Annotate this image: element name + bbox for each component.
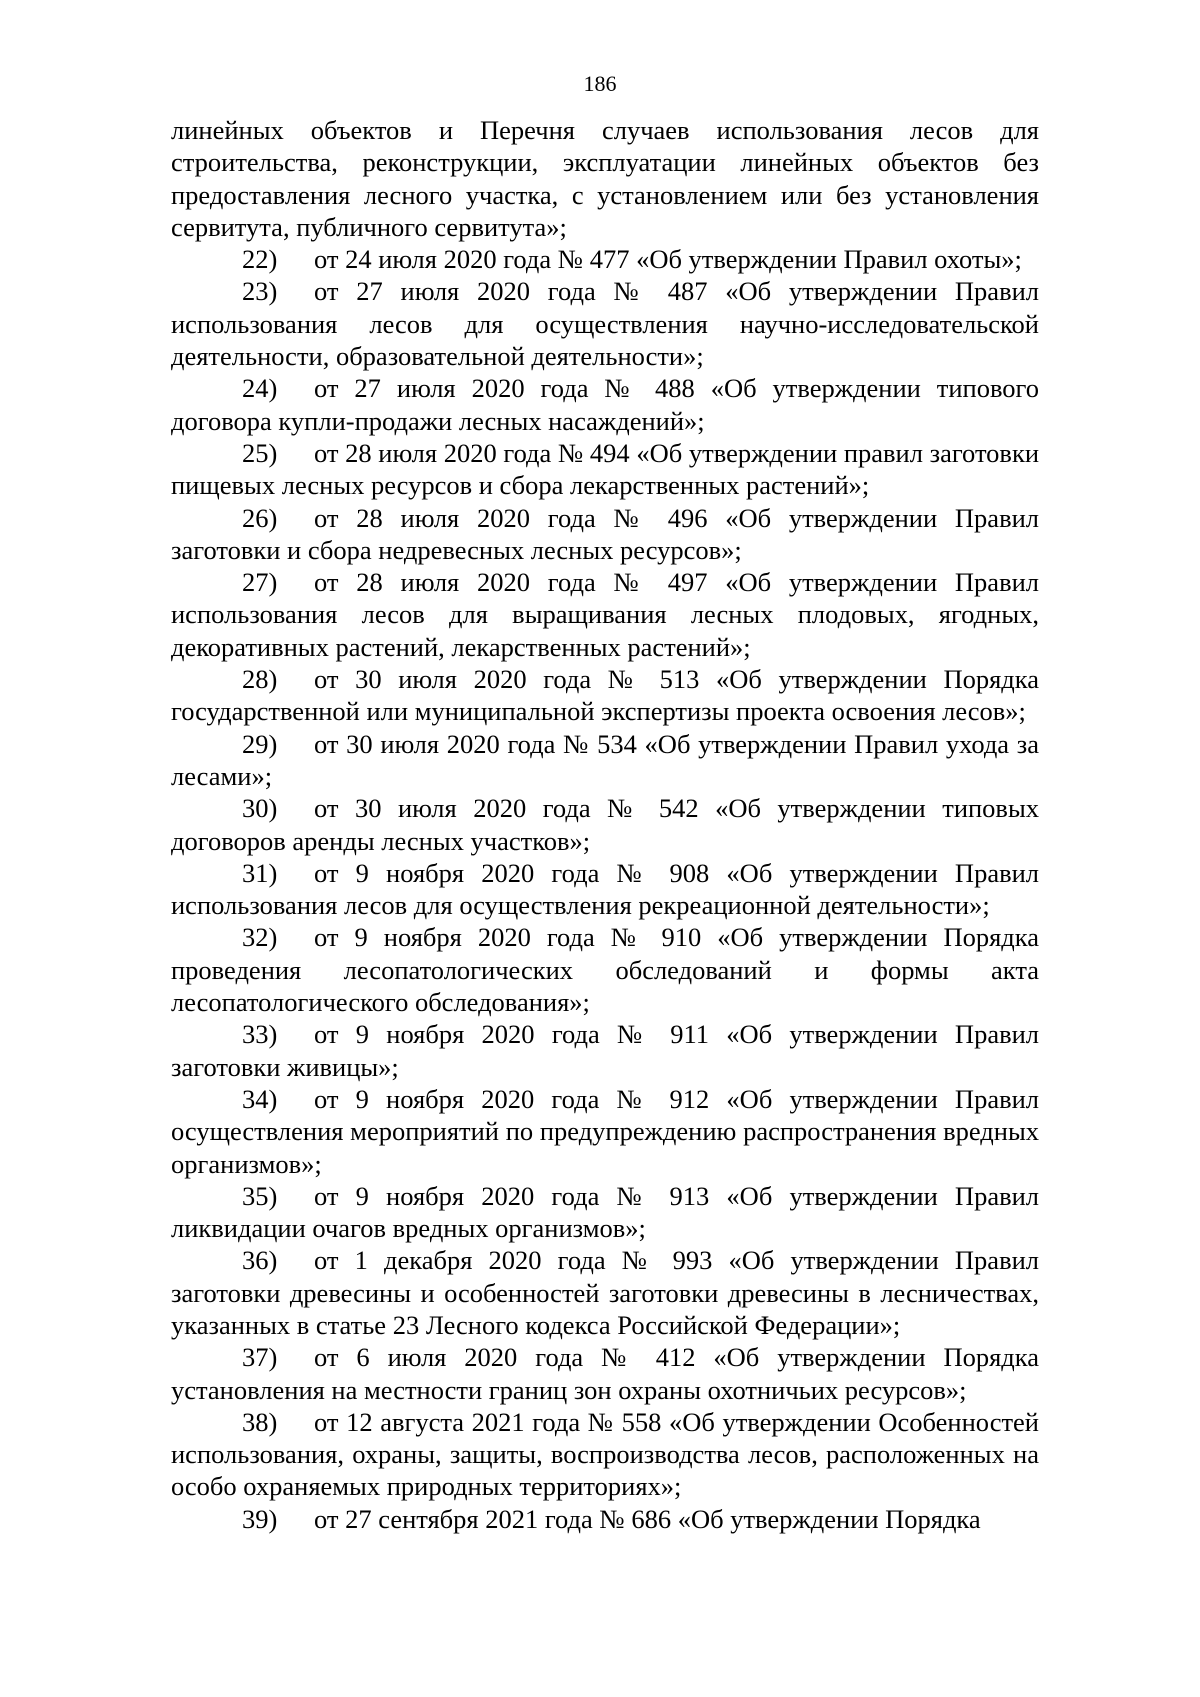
list-item-number: 35) [242, 1180, 278, 1211]
list-item-text: от 9 ноября 2020 года № 913 «Об утверждении Правил ликвидации очагов вредных организмов»; [171, 1180, 1039, 1244]
list-item-number: 25) [242, 437, 278, 468]
list-item-text: от 12 августа 2021 года № 558 «Об утверждении Особенностей использования, охраны, защиты, воспроизводства лесов, расположенных на особо охраняемых природных территориях»; [171, 1406, 1039, 1502]
list-item-text: от 24 июля 2020 года № 477 «Об утверждении Правил охоты»; [314, 244, 1022, 275]
list-item-text: от 28 июля 2020 года № 494 «Об утверждении правил заготовки пищевых лесных ресурсов и сбора лекарственных растений»; [171, 437, 1039, 501]
list-item [171, 663, 1039, 728]
list-item [171, 1083, 1039, 1180]
list-item-text: от 30 июля 2020 года № 513 «Об утверждении Порядка государственной или муниципальной экспертизы проекта освоения лесов»; [171, 664, 1039, 727]
list-item-number: 34) [242, 1083, 278, 1114]
list-item-number: 27) [242, 567, 278, 598]
list-item [171, 566, 1039, 663]
list-item-number: 30) [242, 793, 278, 824]
list-item [171, 502, 1039, 567]
list-item [171, 792, 1039, 857]
list-item [171, 1341, 1039, 1406]
list-item [171, 1503, 1039, 1535]
list-item [171, 1180, 1039, 1245]
list-item [171, 921, 1039, 1018]
list-item-number: 32) [242, 922, 278, 953]
list-item-number: 26) [242, 502, 278, 533]
list-item-number: 33) [242, 1019, 278, 1050]
list-item-number: 22) [242, 244, 278, 275]
list-item-text: от 28 июля 2020 года № 497 «Об утверждении Правил использования лесов для выращивания лесных плодовых, ягодных, декоративных растений, лекарственных растений»; [171, 567, 1039, 662]
list-item [171, 275, 1039, 372]
list-item [171, 728, 1039, 793]
list-item-text: от 9 ноября 2020 года № 908 «Об утверждении Правил использования лесов для осуществления рекреационной деятельности»; [171, 857, 1039, 921]
list-item [171, 437, 1039, 502]
list-item-text: от 6 июля 2020 года № 412 «Об утверждении Порядка установления на местности границ зон охраны охотничьих ресурсов»; [171, 1342, 1039, 1405]
list-item-text: от 28 июля 2020 года № 496 «Об утверждении Правил заготовки и сбора недревесных лесных ресурсов»; [171, 502, 1039, 565]
list-item [171, 1018, 1039, 1083]
list-item-number: 28) [242, 664, 278, 695]
list-item-text: от 9 ноября 2020 года № 911 «Об утверждении Правил заготовки живицы»; [171, 1019, 1039, 1082]
list-item [171, 1406, 1039, 1503]
list-item-text: от 9 ноября 2020 года № 910 «Об утверждении Порядка проведения лесопатологических обследований и формы акта лесопатологического обследования»; [171, 922, 1039, 1018]
document-body [171, 114, 1039, 1535]
list-item-number: 31) [242, 857, 278, 888]
page-number: 186 [583, 71, 617, 96]
list-item-number: 36) [242, 1245, 278, 1276]
list-items [171, 243, 1039, 1535]
list-item-number: 23) [242, 276, 278, 307]
list-item [171, 243, 1039, 275]
list-item-text: от 30 июля 2020 года № 542 «Об утверждении типовых договоров аренды лесных участков»; [171, 793, 1039, 856]
list-item-text: от 30 июля 2020 года № 534 «Об утверждении Правил ухода за лесами»; [171, 728, 1039, 791]
list-item-text: от 27 июля 2020 года № 488 «Об утверждении типового договора купли-продажи лесных насаждений»; [171, 373, 1039, 436]
continuation-paragraph: линейных объектов и Перечня случаев использования лесов для строительства, реконструкции, эксплуатации линейных объектов без предоставления лесного участка, с установлением или без установления сервитута, публичного сервитута»; [171, 115, 1039, 242]
list-item-number: 37) [242, 1342, 278, 1373]
list-item [171, 372, 1039, 437]
list-item-text: от 9 ноября 2020 года № 912 «Об утверждении Правил осуществления мероприятий по предупреждению распространения вредных организмов»; [171, 1083, 1039, 1179]
list-item-number: 39) [242, 1503, 278, 1534]
list-item-text: от 27 июля 2020 года № 487 «Об утверждении Правил использования лесов для осуществления научно-исследовательской деятельности, образовательной деятельности»; [171, 276, 1039, 372]
list-item-number: 38) [242, 1406, 278, 1437]
list-item-number: 24) [242, 373, 278, 404]
list-item [171, 1244, 1039, 1341]
list-item-text: от 27 сентября 2021 года № 686 «Об утверждении Порядка [314, 1503, 981, 1534]
list-item [171, 857, 1039, 922]
list-item-text: от 1 декабря 2020 года № 993 «Об утверждении Правил заготовки древесины и особенностей заготовки древесины в лесничествах, указанных в статье 23 Лесного кодекса Российской Федерации»; [171, 1245, 1039, 1340]
list-item-number: 29) [242, 728, 278, 759]
